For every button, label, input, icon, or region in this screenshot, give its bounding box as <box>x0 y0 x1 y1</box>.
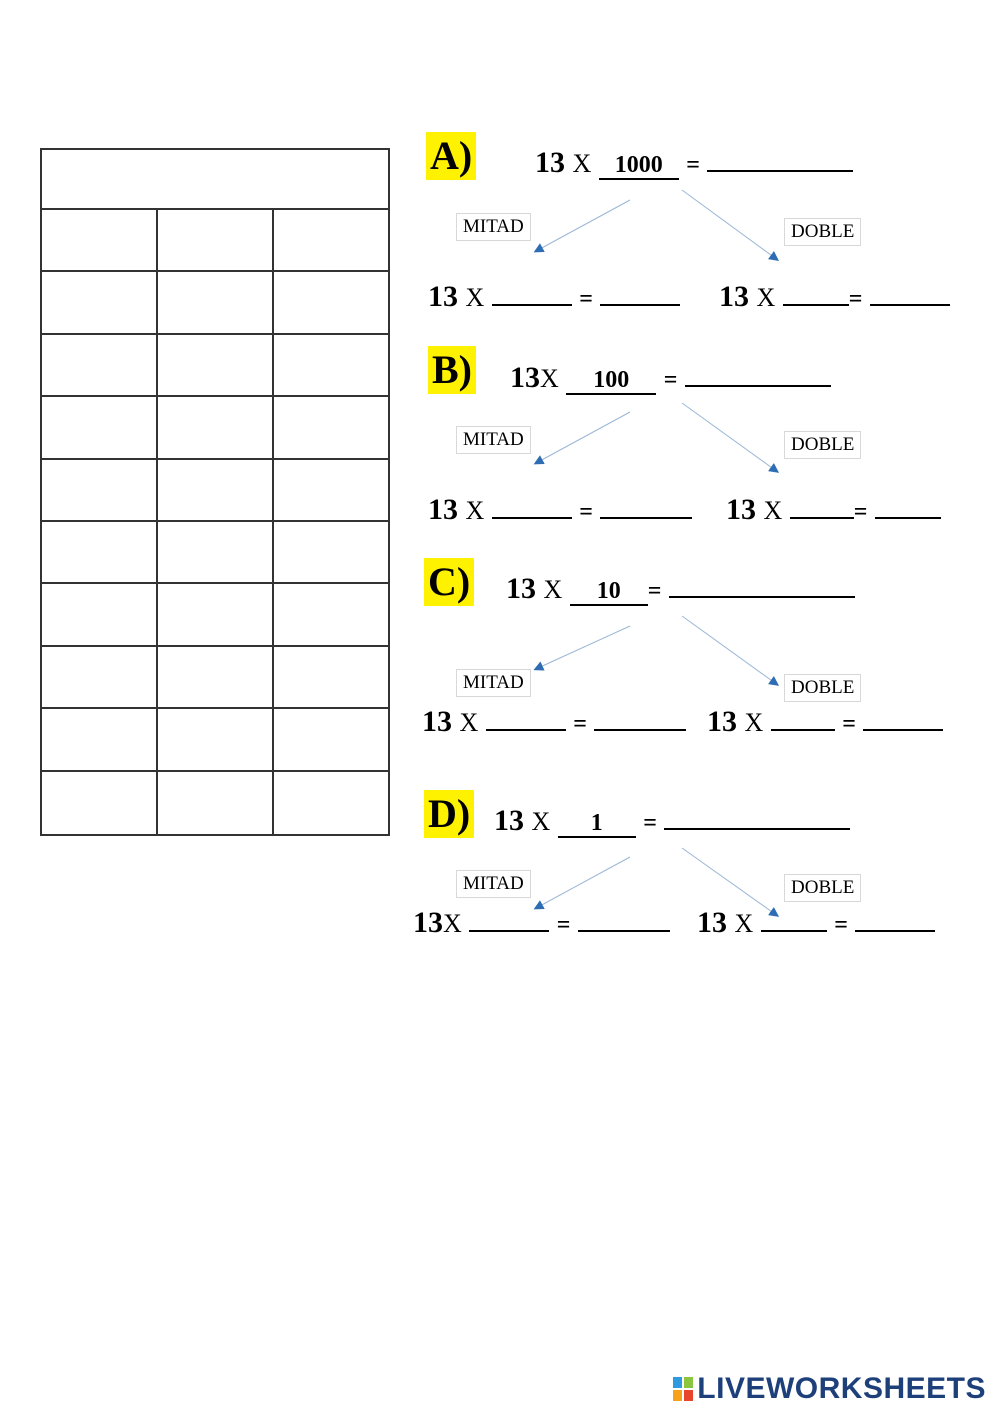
factor-13: 13 <box>494 804 524 837</box>
equals-sign: = <box>573 711 587 737</box>
factor-13: 13 <box>697 906 727 939</box>
equals-sign: = <box>643 810 657 836</box>
half-label: MITAD <box>456 870 531 898</box>
equals-sign: = <box>842 711 856 737</box>
given-factor: 1000 <box>599 150 679 180</box>
factor-13: 13 <box>707 705 737 738</box>
times-sign: X <box>744 708 764 737</box>
times-sign: X <box>465 283 485 312</box>
equals-sign: = <box>686 152 700 178</box>
exercise-a-letter: A) <box>426 132 476 180</box>
liveworksheets-icon <box>673 1377 693 1401</box>
half-arrow <box>538 200 630 250</box>
equals-sign: = <box>848 286 863 312</box>
half-arrow <box>538 626 630 668</box>
factor-13: 13 <box>422 705 452 738</box>
times-sign: X <box>756 283 776 312</box>
equals-sign: = <box>579 499 593 525</box>
factor-13: 13 <box>428 280 458 313</box>
equals-sign: = <box>579 286 593 312</box>
half-label: MITAD <box>456 213 531 241</box>
equals-sign: = <box>647 578 662 604</box>
exercise-d-letter: D) <box>424 790 474 838</box>
factor-13: 13 <box>726 493 756 526</box>
double-label: DOBLE <box>784 674 861 702</box>
double-arrow <box>682 190 775 258</box>
given-factor: 1 <box>558 808 636 838</box>
factor-13: 13 <box>719 280 749 313</box>
factor-13: 13 <box>510 361 540 394</box>
double-arrow <box>682 403 775 470</box>
half-label: MITAD <box>456 426 531 454</box>
liveworksheets-logo <box>673 1372 986 1406</box>
brand-text: LIVEWORKSHEETS <box>697 1372 986 1405</box>
factor-13: 13 <box>413 906 443 939</box>
half-label: MITAD <box>456 669 531 697</box>
times-sign: X <box>734 909 754 938</box>
double-label: DOBLE <box>784 431 861 459</box>
half-arrow <box>538 857 630 907</box>
double-label: DOBLE <box>784 218 861 246</box>
given-factor: 100 <box>566 365 656 395</box>
double-arrow <box>682 848 775 914</box>
equals-sign: = <box>556 912 571 938</box>
times-sign: X <box>543 575 563 604</box>
factor-13: 13 <box>535 146 565 179</box>
times-sign: X <box>572 149 592 178</box>
times-sign: X <box>531 807 551 836</box>
equals-sign: = <box>834 912 848 938</box>
times-sign: X <box>465 496 485 525</box>
given-factor: 10 <box>570 576 648 606</box>
factor-13: 13 <box>428 493 458 526</box>
factor-13: 13 <box>506 572 536 605</box>
times-sign: X <box>540 364 559 393</box>
equals-sign: = <box>663 367 678 393</box>
times-sign: X <box>763 496 783 525</box>
times-sign: X <box>459 708 479 737</box>
equals-sign: = <box>853 499 868 525</box>
double-arrow <box>682 616 775 683</box>
double-label: DOBLE <box>784 874 861 902</box>
half-arrow <box>538 412 630 462</box>
exercise-c-letter: C) <box>424 558 474 606</box>
exercise-b-letter: B) <box>428 346 476 394</box>
times-sign: X <box>443 909 462 938</box>
